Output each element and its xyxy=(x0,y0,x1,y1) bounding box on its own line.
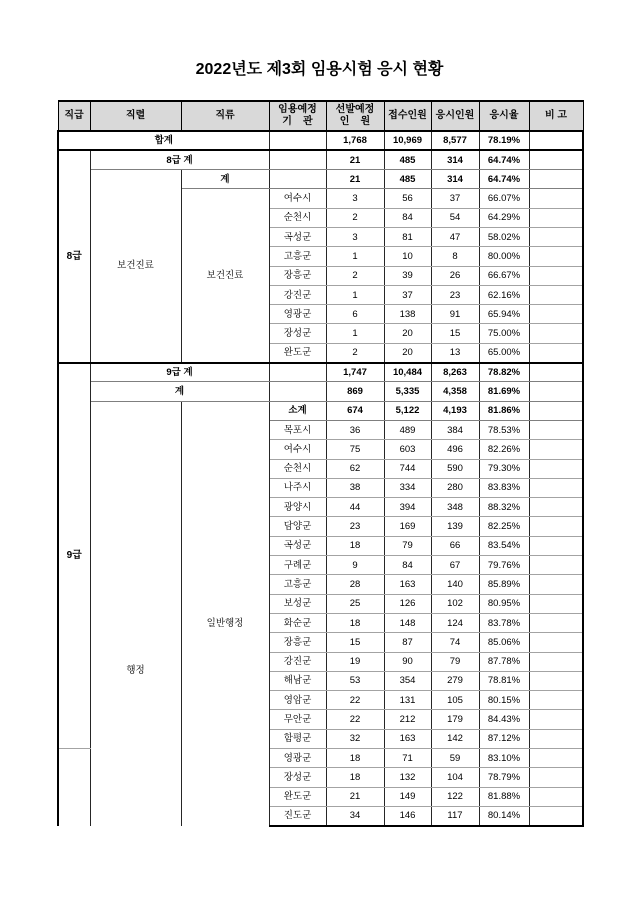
attended-cell: 67 xyxy=(431,556,479,575)
planned-cell: 15 xyxy=(326,633,384,652)
attended-cell: 74 xyxy=(431,633,479,652)
note-cell xyxy=(529,749,583,768)
planned-cell: 21 xyxy=(326,170,384,189)
grade-cell-empty xyxy=(58,749,90,826)
attended-cell: 79 xyxy=(431,652,479,671)
rate-cell: 64.74% xyxy=(479,150,529,169)
attended-cell: 4,358 xyxy=(431,382,479,401)
planned-cell: 3 xyxy=(326,189,384,208)
planned-cell: 75 xyxy=(326,440,384,459)
header-attended: 응시인원 xyxy=(431,101,479,131)
total-row xyxy=(58,131,583,150)
planned-cell: 1,747 xyxy=(326,363,384,382)
note-cell xyxy=(529,768,583,787)
planned-cell: 22 xyxy=(326,710,384,729)
received-cell: 132 xyxy=(384,768,431,787)
planned-cell: 9 xyxy=(326,556,384,575)
rate-cell: 80.00% xyxy=(479,247,529,266)
agency-cell xyxy=(269,363,326,382)
agency-cell: 영암군 xyxy=(269,691,326,710)
attended-cell: 47 xyxy=(431,227,479,246)
agency-cell: 장흥군 xyxy=(269,266,326,285)
rate-cell: 78.19% xyxy=(479,131,529,150)
agency-cell: 장흥군 xyxy=(269,633,326,652)
received-cell: 5,335 xyxy=(384,382,431,401)
agency-cell: 보성군 xyxy=(269,594,326,613)
agency-cell: 영광군 xyxy=(269,749,326,768)
rate-cell: 64.74% xyxy=(479,170,529,189)
header-rate: 응시율 xyxy=(479,101,529,131)
rate-cell: 78.81% xyxy=(479,671,529,690)
planned-cell: 18 xyxy=(326,613,384,632)
rate-cell: 58.02% xyxy=(479,227,529,246)
planned-cell: 18 xyxy=(326,749,384,768)
received-cell: 56 xyxy=(384,189,431,208)
attended-cell: 54 xyxy=(431,208,479,227)
received-cell: 20 xyxy=(384,343,431,362)
agency-cell: 목포시 xyxy=(269,420,326,439)
agency-cell: 무안군 xyxy=(269,710,326,729)
received-cell: 148 xyxy=(384,613,431,632)
rate-cell: 81.88% xyxy=(479,787,529,806)
attended-cell: 15 xyxy=(431,324,479,343)
agency-cell: 여수시 xyxy=(269,440,326,459)
received-cell: 744 xyxy=(384,459,431,478)
attended-cell: 348 xyxy=(431,498,479,517)
rate-cell: 83.83% xyxy=(479,478,529,497)
received-cell: 10,484 xyxy=(384,363,431,382)
rate-cell: 66.67% xyxy=(479,266,529,285)
note-cell xyxy=(529,459,583,478)
planned-cell: 34 xyxy=(326,806,384,825)
rate-cell: 64.29% xyxy=(479,208,529,227)
planned-cell: 23 xyxy=(326,517,384,536)
grade-cell: 9급 xyxy=(58,363,90,749)
attended-cell: 26 xyxy=(431,266,479,285)
agency-cell: 소계 xyxy=(269,401,326,420)
note-cell xyxy=(529,440,583,459)
received-cell: 5,122 xyxy=(384,401,431,420)
planned-cell: 869 xyxy=(326,382,384,401)
received-cell: 163 xyxy=(384,575,431,594)
class-cell: 일반행정 xyxy=(181,401,269,826)
received-cell: 163 xyxy=(384,729,431,748)
row-label: 8급 계 xyxy=(90,150,269,169)
header-planned: 선발예정 인 원 xyxy=(326,101,384,131)
note-cell xyxy=(529,652,583,671)
agency-cell: 곡성군 xyxy=(269,227,326,246)
note-cell xyxy=(529,227,583,246)
rate-cell: 79.30% xyxy=(479,459,529,478)
note-cell xyxy=(529,478,583,497)
note-cell xyxy=(529,787,583,806)
note-cell xyxy=(529,729,583,748)
rate-cell: 81.69% xyxy=(479,382,529,401)
rate-cell: 78.79% xyxy=(479,768,529,787)
attended-cell: 140 xyxy=(431,575,479,594)
planned-cell: 62 xyxy=(326,459,384,478)
header-note: 비 고 xyxy=(529,101,583,131)
received-cell: 71 xyxy=(384,749,431,768)
agency-cell: 완도군 xyxy=(269,787,326,806)
note-cell xyxy=(529,363,583,382)
rate-cell: 80.95% xyxy=(479,594,529,613)
rate-cell: 75.00% xyxy=(479,324,529,343)
agency-cell: 여수시 xyxy=(269,189,326,208)
exam-status-table xyxy=(57,100,584,827)
attended-cell: 124 xyxy=(431,613,479,632)
rate-cell: 81.86% xyxy=(479,401,529,420)
agency-cell: 순천시 xyxy=(269,208,326,227)
agency-cell: 화순군 xyxy=(269,613,326,632)
note-cell xyxy=(529,710,583,729)
received-cell: 39 xyxy=(384,266,431,285)
header-received: 접수인원 xyxy=(384,101,431,131)
received-cell: 84 xyxy=(384,556,431,575)
planned-cell: 53 xyxy=(326,671,384,690)
row-label: 계 xyxy=(181,170,269,189)
received-cell: 37 xyxy=(384,285,431,304)
received-cell: 169 xyxy=(384,517,431,536)
planned-cell: 18 xyxy=(326,768,384,787)
received-cell: 126 xyxy=(384,594,431,613)
planned-cell: 2 xyxy=(326,343,384,362)
planned-cell: 6 xyxy=(326,305,384,324)
note-cell xyxy=(529,420,583,439)
received-cell: 485 xyxy=(384,170,431,189)
planned-cell: 21 xyxy=(326,787,384,806)
grade-cell: 8급 xyxy=(58,150,90,362)
received-cell: 485 xyxy=(384,150,431,169)
received-cell: 90 xyxy=(384,652,431,671)
subtotal-row xyxy=(58,382,583,401)
attended-cell: 139 xyxy=(431,517,479,536)
note-cell xyxy=(529,170,583,189)
attended-cell: 179 xyxy=(431,710,479,729)
received-cell: 10,969 xyxy=(384,131,431,150)
planned-cell: 28 xyxy=(326,575,384,594)
agency-cell: 진도군 xyxy=(269,806,326,825)
note-cell xyxy=(529,343,583,362)
class-cell: 보건진료 xyxy=(181,189,269,363)
agency-cell: 고흥군 xyxy=(269,247,326,266)
attended-cell: 23 xyxy=(431,285,479,304)
attended-cell: 102 xyxy=(431,594,479,613)
rate-cell: 80.15% xyxy=(479,691,529,710)
attended-cell: 66 xyxy=(431,536,479,555)
received-cell: 20 xyxy=(384,324,431,343)
rate-cell: 62.16% xyxy=(479,285,529,304)
planned-cell: 18 xyxy=(326,536,384,555)
rate-cell: 66.07% xyxy=(479,189,529,208)
attended-cell: 37 xyxy=(431,189,479,208)
agency-cell xyxy=(269,170,326,189)
received-cell: 149 xyxy=(384,787,431,806)
received-cell: 354 xyxy=(384,671,431,690)
note-cell xyxy=(529,382,583,401)
note-cell xyxy=(529,613,583,632)
agency-cell xyxy=(269,131,326,150)
attended-cell: 496 xyxy=(431,440,479,459)
agency-cell xyxy=(269,150,326,169)
received-cell: 84 xyxy=(384,208,431,227)
series-cell: 보건진료 xyxy=(90,170,181,363)
note-cell xyxy=(529,208,583,227)
planned-cell: 38 xyxy=(326,478,384,497)
planned-cell: 44 xyxy=(326,498,384,517)
attended-cell: 279 xyxy=(431,671,479,690)
received-cell: 81 xyxy=(384,227,431,246)
attended-cell: 384 xyxy=(431,420,479,439)
page-title: 2022년도 제3회 임용시험 응시 현황 xyxy=(195,61,444,78)
planned-cell: 25 xyxy=(326,594,384,613)
note-cell xyxy=(529,517,583,536)
row-label: 계 xyxy=(90,382,269,401)
received-cell: 489 xyxy=(384,420,431,439)
note-cell xyxy=(529,247,583,266)
rate-cell: 83.10% xyxy=(479,749,529,768)
subtotal-row xyxy=(58,401,583,420)
planned-cell: 1 xyxy=(326,324,384,343)
note-cell xyxy=(529,671,583,690)
attended-cell: 590 xyxy=(431,459,479,478)
note-cell xyxy=(529,691,583,710)
subtotal-row xyxy=(58,170,583,189)
attended-cell: 142 xyxy=(431,729,479,748)
series-cell: 행정 xyxy=(90,401,181,826)
rate-cell: 78.82% xyxy=(479,363,529,382)
agency-cell: 광양시 xyxy=(269,498,326,517)
row-label: 9급 계 xyxy=(90,363,269,382)
rate-cell: 80.14% xyxy=(479,806,529,825)
grade9-total-row xyxy=(58,363,583,382)
attended-cell: 8 xyxy=(431,247,479,266)
planned-cell: 36 xyxy=(326,420,384,439)
agency-cell: 구례군 xyxy=(269,556,326,575)
attended-cell: 314 xyxy=(431,170,479,189)
received-cell: 603 xyxy=(384,440,431,459)
note-cell xyxy=(529,266,583,285)
agency-cell: 장성군 xyxy=(269,324,326,343)
rate-cell: 88.32% xyxy=(479,498,529,517)
header-class: 직류 xyxy=(181,101,269,131)
note-cell xyxy=(529,594,583,613)
rate-cell: 84.43% xyxy=(479,710,529,729)
rate-cell: 87.12% xyxy=(479,729,529,748)
note-cell xyxy=(529,131,583,150)
rate-cell: 82.25% xyxy=(479,517,529,536)
planned-cell: 22 xyxy=(326,691,384,710)
attended-cell: 314 xyxy=(431,150,479,169)
attended-cell: 4,193 xyxy=(431,401,479,420)
note-cell xyxy=(529,305,583,324)
attended-cell: 117 xyxy=(431,806,479,825)
header-grade: 직급 xyxy=(58,101,90,131)
agency-cell: 고흥군 xyxy=(269,575,326,594)
rate-cell: 87.78% xyxy=(479,652,529,671)
agency-cell: 곡성군 xyxy=(269,536,326,555)
note-cell xyxy=(529,633,583,652)
received-cell: 87 xyxy=(384,633,431,652)
header-series: 직렬 xyxy=(90,101,181,131)
received-cell: 146 xyxy=(384,806,431,825)
attended-cell: 105 xyxy=(431,691,479,710)
rate-cell: 85.89% xyxy=(479,575,529,594)
planned-cell: 1 xyxy=(326,247,384,266)
table-header-row xyxy=(58,101,583,131)
agency-cell xyxy=(269,382,326,401)
received-cell: 79 xyxy=(384,536,431,555)
note-cell xyxy=(529,556,583,575)
note-cell xyxy=(529,285,583,304)
attended-cell: 59 xyxy=(431,749,479,768)
attended-cell: 8,263 xyxy=(431,363,479,382)
rate-cell: 78.53% xyxy=(479,420,529,439)
note-cell xyxy=(529,806,583,825)
planned-cell: 2 xyxy=(326,208,384,227)
note-cell xyxy=(529,150,583,169)
header-agency: 임용예정 기 관 xyxy=(269,101,326,131)
note-cell xyxy=(529,536,583,555)
rate-cell: 65.94% xyxy=(479,305,529,324)
rate-cell: 79.76% xyxy=(479,556,529,575)
planned-cell: 674 xyxy=(326,401,384,420)
attended-cell: 122 xyxy=(431,787,479,806)
note-cell xyxy=(529,189,583,208)
rate-cell: 85.06% xyxy=(479,633,529,652)
row-label: 합계 xyxy=(58,131,269,150)
grade8-total-row xyxy=(58,150,583,169)
received-cell: 10 xyxy=(384,247,431,266)
rate-cell: 65.00% xyxy=(479,343,529,362)
planned-cell: 1,768 xyxy=(326,131,384,150)
rate-cell: 83.78% xyxy=(479,613,529,632)
attended-cell: 280 xyxy=(431,478,479,497)
agency-cell: 영광군 xyxy=(269,305,326,324)
agency-cell: 장성군 xyxy=(269,768,326,787)
planned-cell: 21 xyxy=(326,150,384,169)
received-cell: 212 xyxy=(384,710,431,729)
planned-cell: 2 xyxy=(326,266,384,285)
note-cell xyxy=(529,575,583,594)
planned-cell: 32 xyxy=(326,729,384,748)
attended-cell: 104 xyxy=(431,768,479,787)
agency-cell: 해남군 xyxy=(269,671,326,690)
planned-cell: 3 xyxy=(326,227,384,246)
attended-cell: 8,577 xyxy=(431,131,479,150)
received-cell: 131 xyxy=(384,691,431,710)
received-cell: 394 xyxy=(384,498,431,517)
note-cell xyxy=(529,324,583,343)
received-cell: 138 xyxy=(384,305,431,324)
note-cell xyxy=(529,401,583,420)
agency-cell: 강진군 xyxy=(269,285,326,304)
agency-cell: 강진군 xyxy=(269,652,326,671)
agency-cell: 나주시 xyxy=(269,478,326,497)
agency-cell: 완도군 xyxy=(269,343,326,362)
agency-cell: 순천시 xyxy=(269,459,326,478)
attended-cell: 91 xyxy=(431,305,479,324)
planned-cell: 19 xyxy=(326,652,384,671)
rate-cell: 82.26% xyxy=(479,440,529,459)
received-cell: 334 xyxy=(384,478,431,497)
agency-cell: 함평군 xyxy=(269,729,326,748)
agency-cell: 담양군 xyxy=(269,517,326,536)
rate-cell: 83.54% xyxy=(479,536,529,555)
attended-cell: 13 xyxy=(431,343,479,362)
planned-cell: 1 xyxy=(326,285,384,304)
note-cell xyxy=(529,498,583,517)
